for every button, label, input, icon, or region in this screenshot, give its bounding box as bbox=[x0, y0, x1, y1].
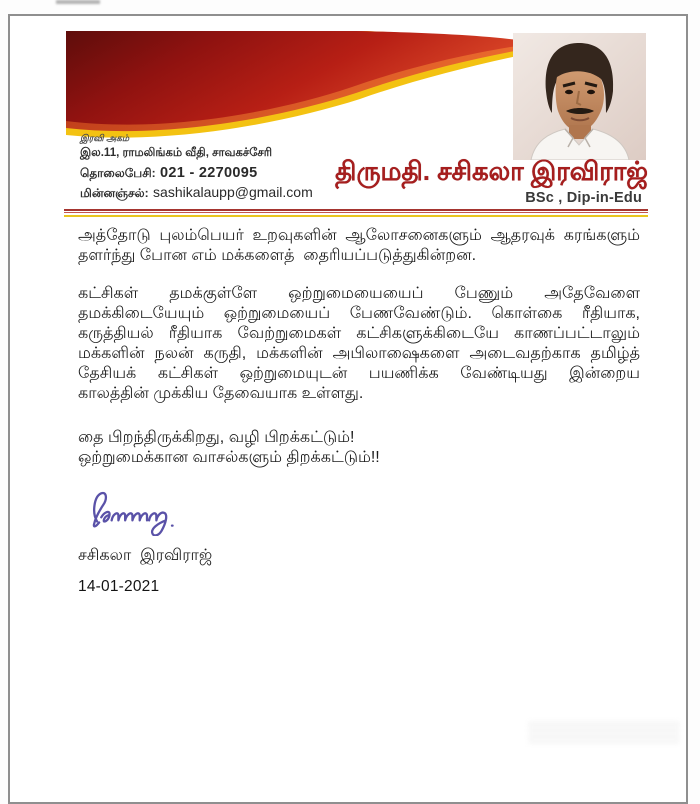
paragraph-2 bbox=[78, 284, 640, 404]
signatory-name: சசிகலா இரவிராஜ் bbox=[78, 547, 213, 564]
paragraph-1 bbox=[78, 226, 640, 266]
body-text-line: அத்தோடு புலம்பெயர் உறவுகளின் ஆலோசனைகளும் ஆதரவுக் கரங்களும் bbox=[78, 227, 640, 244]
left-eye bbox=[565, 90, 573, 94]
portrait-photo bbox=[513, 33, 646, 160]
letterhead-holder-name: திருமதி. சசிகலா இரவிராஜ் bbox=[335, 156, 648, 186]
letterhead-separator bbox=[64, 209, 648, 217]
residence-name: இரவி அகம் bbox=[80, 133, 130, 143]
holder-qualification: BSc , Dip-in-Edu bbox=[525, 190, 642, 206]
phone-label: தொலைபேசி: bbox=[80, 165, 156, 180]
address-line: இல.11, ராமலிங்கம் வீதி, சாவகச்சேரி bbox=[80, 147, 273, 159]
scan-watermark-artifact bbox=[528, 720, 680, 744]
closing-line: தை பிறந்திருக்கிறது, வழி பிறக்கட்டும்! bbox=[78, 429, 355, 446]
separator-light-red-line bbox=[64, 212, 648, 213]
body-text-line: தளர்ந்து போன எம் மக்களைத் தைரியப்படுத்துகின்றன. bbox=[78, 247, 477, 264]
right-eye bbox=[587, 90, 595, 94]
phone-number: 021 - 2270095 bbox=[160, 164, 258, 181]
signature-stroke bbox=[94, 493, 173, 535]
letter-date: 14-01-2021 bbox=[78, 578, 160, 595]
body-text-line: தமக்கிடையேயும் ஒற்றுமையைப் பேணவேண்டும். கொள்கை ரீதியாக, bbox=[78, 305, 640, 322]
body-text-line: கருத்தியல் ரீதியாக வேற்றுமைகள் கட்சிகளுக்கிடையே காணப்பட்டாலும் bbox=[78, 325, 640, 342]
body-text-line: தேசியக் கட்சிகள் ஒற்றுமையுடன் பயணிக்க வேண்டியது இன்றைய bbox=[78, 365, 640, 382]
separator-yellow-line bbox=[64, 215, 648, 217]
body-text-line: காலத்தின் முக்கிய தேவையாக உள்ளது. bbox=[78, 385, 364, 402]
handwritten-signature bbox=[84, 484, 184, 536]
closing-line: ஒற்றுமைக்கான வாசல்களும் திறக்கட்டும்!! bbox=[78, 449, 380, 466]
closing-lines bbox=[78, 428, 640, 468]
scan-artifact-smudge bbox=[56, 0, 100, 4]
body-text-line: மக்களின் நலன் கருதி, மக்களின் அபிலாஷைகளை அடைவதற்காக தமிழ்த் bbox=[78, 345, 640, 362]
separator-red-line bbox=[64, 209, 648, 211]
email-label: மின்னஞ்சல்: bbox=[80, 185, 149, 200]
body-text-line: கட்சிகள் தமக்குள்ளே ஒற்றுமையையைப் பேணும் அதேவேளை bbox=[78, 285, 640, 302]
email-address: sashikalaupp@gmail.com bbox=[153, 183, 313, 200]
